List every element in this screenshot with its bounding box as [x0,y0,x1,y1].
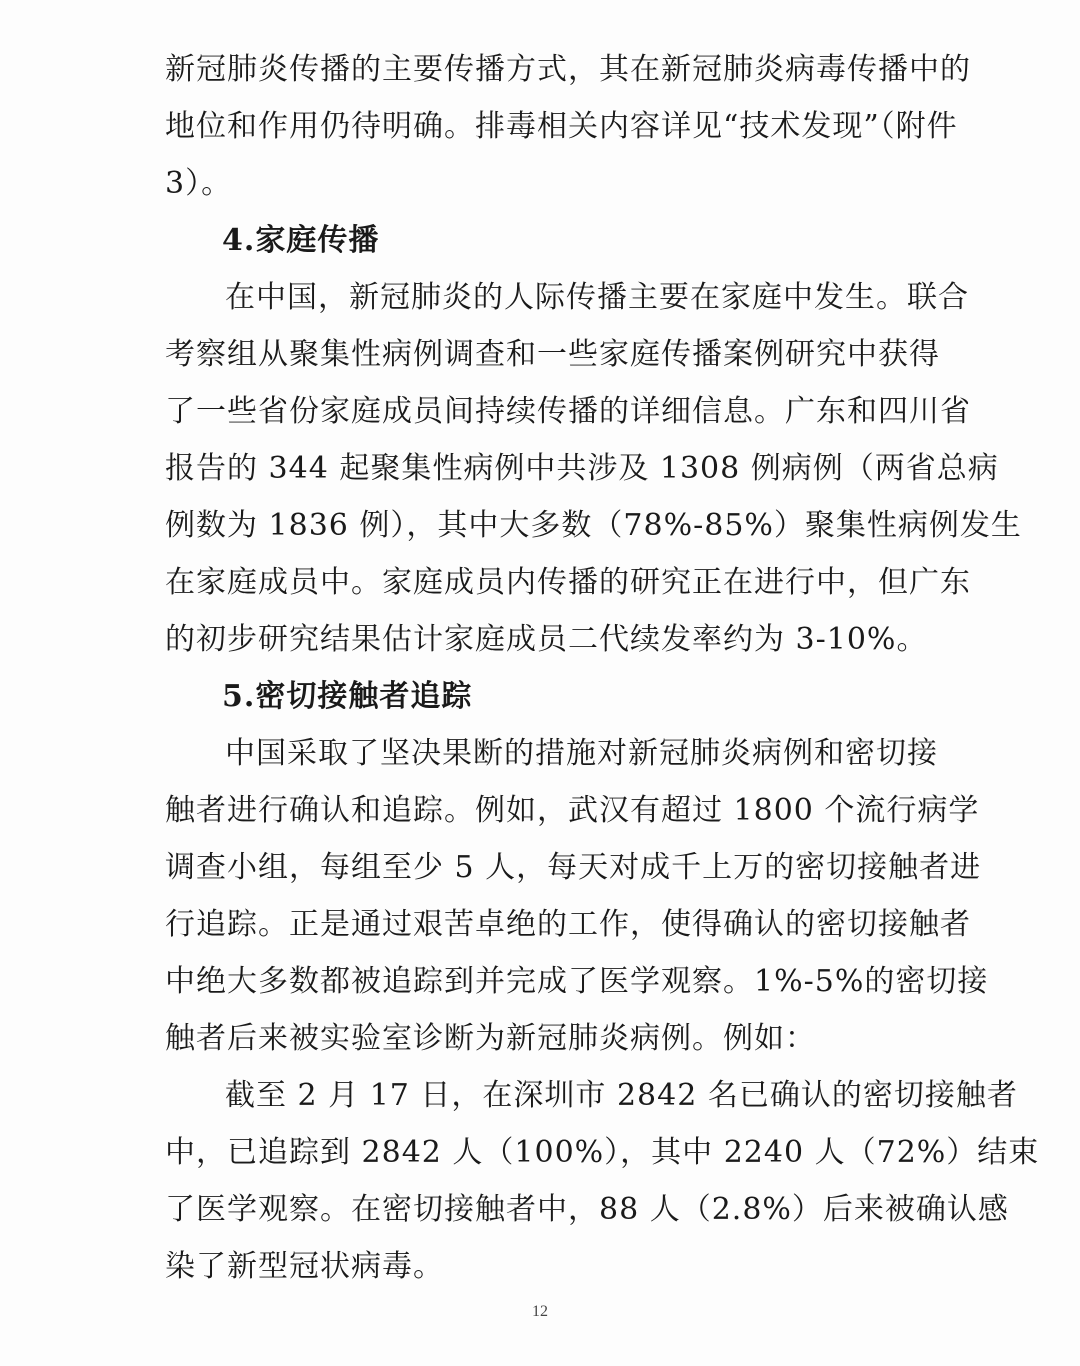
section-5-line-3: 调查小组，每组至少 5 人，每天对成千上万的密切接触者进 [165,850,982,885]
intro-line-3: 3）。 [165,166,233,201]
intro-line-2: 地位和作用仍待明确。排毒相关内容详见“技术发现”（附件 [165,109,958,144]
section-4-line-5: 例数为 1836 例），其中大多数（78%-85%）聚集性病例发生 [165,508,1022,543]
section-4-line-2: 考察组从聚集性病例调查和一些家庭传播案例研究中获得 [165,337,940,372]
page-number: 12 [532,1303,548,1320]
section-4-line-6: 在家庭成员中。家庭成员内传播的研究正在进行中，但广东 [165,565,971,600]
intro-line-1: 新冠肺炎传播的主要传播方式，其在新冠肺炎病毒传播中的 [165,52,971,87]
section-4-line-4: 报告的 344 起聚集性病例中共涉及 1308 例病例（两省总病 [165,451,999,486]
section-5-line-2: 触者进行确认和追踪。例如，武汉有超过 1800 个流行病学 [165,793,980,828]
example-line-4: 染了新型冠状病毒。 [165,1249,444,1284]
section-4-heading: 4.家庭传播 [222,223,380,258]
section-5-line-6: 触者后来被实验室诊断为新冠肺炎病例。例如： [165,1021,816,1056]
section-4-line-3: 了一些省份家庭成员间持续传播的详细信息。广东和四川省 [165,394,971,429]
section-4-line-1: 在中国，新冠肺炎的人际传播主要在家庭中发生。联合 [225,280,969,315]
section-5-heading: 5.密切接触者追踪 [222,679,473,714]
section-4-line-7: 的初步研究结果估计家庭成员二代续发率约为 3-10%。 [165,622,928,657]
example-line-1: 截至 2 月 17 日，在深圳市 2842 名已确认的密切接触者 [225,1078,1018,1113]
section-5-line-4: 行追踪。正是通过艰苦卓绝的工作，使得确认的密切接触者 [165,907,971,942]
example-line-3: 了医学观察。在密切接触者中，88 人（2.8%）后来被确认感 [165,1192,1009,1227]
section-5-line-1: 中国采取了坚决果断的措施对新冠肺炎病例和密切接 [225,736,938,771]
section-5-line-5: 中绝大多数都被追踪到并完成了医学观察。1%-5%的密切接 [165,964,989,999]
example-line-2: 中，已追踪到 2842 人（100%），其中 2240 人（72%）结束 [165,1135,1040,1170]
